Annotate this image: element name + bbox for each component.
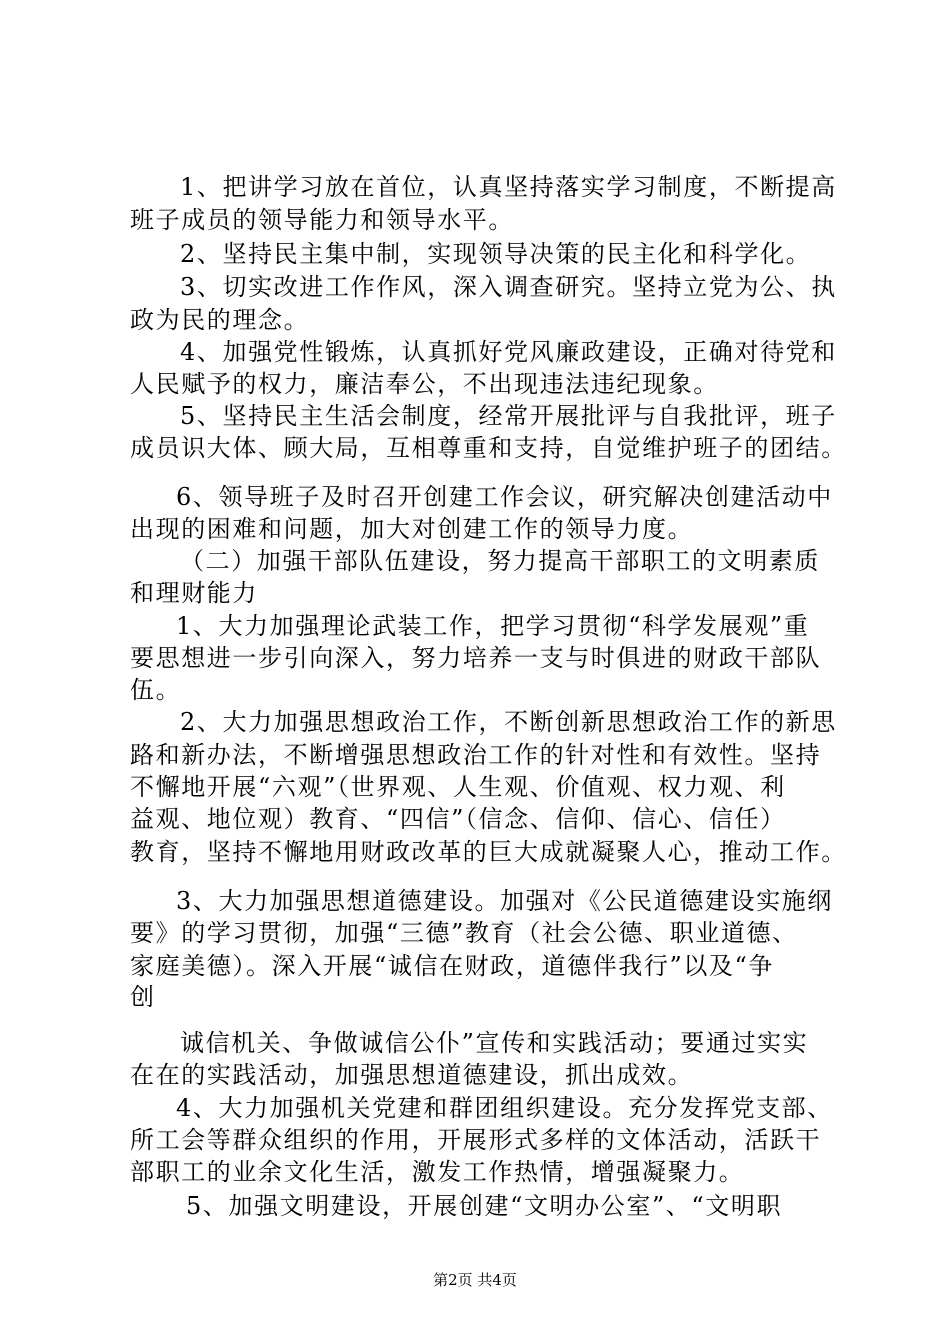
text-line: 成员识大体、顾大局，互相尊重和支持，自觉维护班子的团结。 [130,434,847,462]
text-line: 人民赋予的权力，廉洁奉公，不出现违法违纪现象。 [130,370,719,398]
text-line: 2、大力加强思想政治工作，不断创新思想政治工作的新思 [180,708,837,736]
text-line: 6、领导班子及时召开创建工作会议，研究解决创建活动中 [176,483,833,511]
text-line: 出现的困难和问题，加大对创建工作的领导力度。 [130,515,694,543]
text-line: 5、坚持民主生活会制度，经常开展批评与自我批评，班子 [180,402,837,430]
text-line: 3、切实改进工作作风，深入调查研究。坚持立党为公、执 [180,273,837,301]
text-line: 4、加强党性锻炼，认真抓好党风廉政建设，正确对待党和 [180,338,837,366]
text-line: 家庭美德）。深入开展“诚信在财政，道德伴我行”以及“争 [130,952,775,980]
text-line: 路和新办法，不断增强思想政治工作的针对性和有效性。坚持 [130,741,822,769]
section-heading: 和理财能力 [130,579,258,607]
text-line: 要》的学习贯彻，加强“三德”教育（社会公德、职业道德、 [130,919,798,947]
text-line: 政为民的理念。 [130,306,310,334]
text-line: 教育，坚持不懈地用财政改革的巨大成就凝聚人心，推动工作。 [130,838,847,866]
text-line: 不懈地开展“六观”（世界观、人生观、价值观、权力观、利 [130,773,786,801]
text-line: 所工会等群众组织的作用，开展形式多样的文体活动，活跃干 [130,1126,822,1154]
text-line: 1、把讲学习放在首位，认真坚持落实学习制度，不断提高 [180,173,837,201]
text-line: 4、大力加强机关党建和群团组织建设。充分发挥党支部、 [176,1094,833,1122]
text-line: 3、大力加强思想道德建设。加强对《公民道德建设实施纲 [176,887,833,915]
text-line: 诚信机关、争做诚信公仆”宣传和实践活动；要通过实实 [180,1029,809,1057]
text-line: 班子成员的领导能力和领导水平。 [130,206,514,234]
text-line: 要思想进一步引向深入，努力培养一支与时俱进的财政干部队 [130,644,822,672]
text-line: 5、加强文明建设，开展创建“文明办公室”、“文明职 [186,1192,783,1220]
text-line: 部职工的业余文化生活，激发工作热情，增强凝聚力。 [130,1158,745,1186]
text-line: 创 [130,983,156,1011]
page-number-footer: 第2页 共4页 [433,1271,517,1289]
text-line: 在在的实践活动，加强思想道德建设，抓出成效。 [130,1061,694,1089]
text-line: 1、大力加强理论武装工作，把学习贯彻“科学发展观”重 [176,612,810,640]
text-line: 伍。 [130,676,182,704]
text-line: 2、坚持民主集中制，实现领导决策的民主化和科学化。 [180,240,812,268]
section-heading: （二）加强干部队伍建设，努力提高干部职工的文明素质 [180,547,820,575]
text-line: 益观、地位观）教育、“四信”（信念、信仰、信心、信任） [130,805,786,833]
